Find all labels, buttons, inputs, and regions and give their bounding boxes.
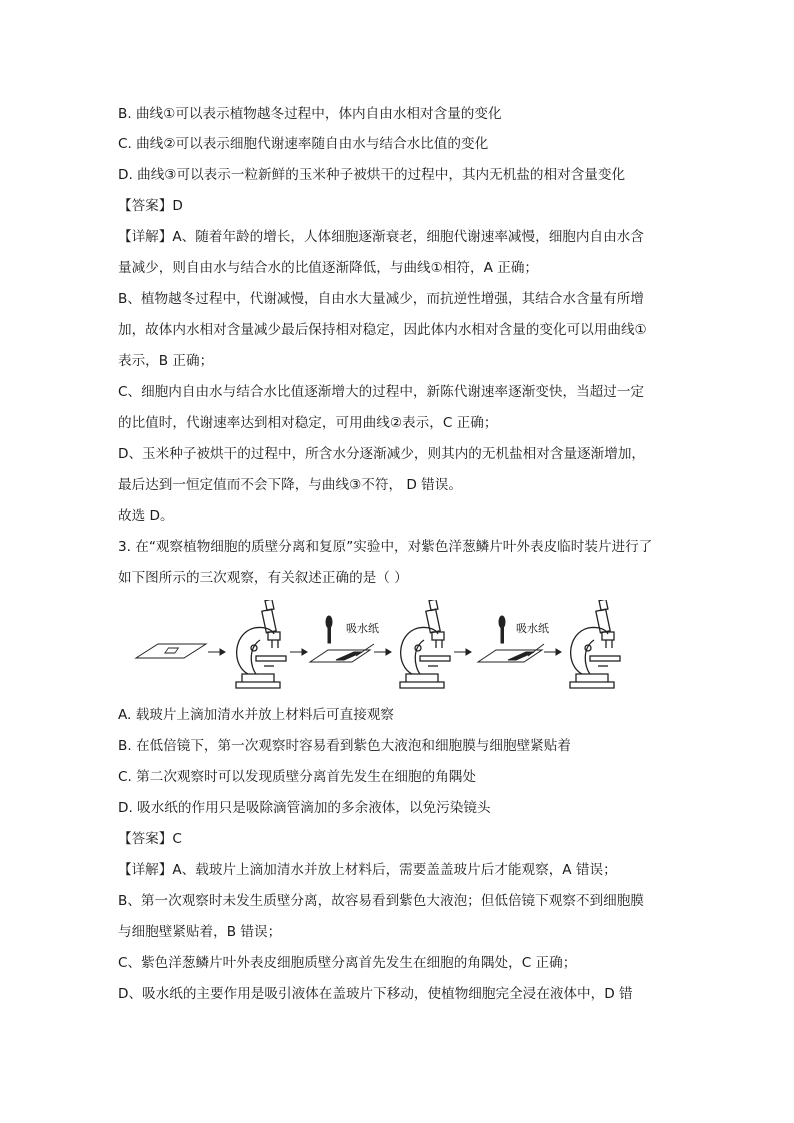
arrow-icon <box>454 649 471 655</box>
arrow-icon <box>290 649 307 655</box>
conclusion-line: 故选 D。 <box>118 508 174 524</box>
option-b-line: B. 曲线①可以表示植物越冬过程中，体内自由水相对含量的变化 <box>118 106 502 122</box>
blotting-paper-label: 吸水纸 <box>346 622 379 635</box>
option-b-line: B. 在低倍镜下，第一次观察时容易看到紫色大液泡和细胞膜与细胞壁紧贴着 <box>118 738 571 754</box>
experiment-figure <box>130 600 650 696</box>
explanation-line: C、紫色洋葱鳞片叶外表皮细胞质壁分离首先发生在细胞的角隅处，C 正确； <box>118 955 577 971</box>
explanation-line: 最后达到一恒定值而不会下降，与曲线③不符， D 错误。 <box>118 477 462 493</box>
explanation-line: D、吸水纸的主要作用是吸引液体在盖玻片下移动，使植物细胞完全浸在液体中，D 错 <box>118 986 633 1002</box>
option-c-line: C. 曲线②可以表示细胞代谢速率随自由水与结合水比值的变化 <box>118 136 489 152</box>
blotting-paper-icon <box>336 644 374 660</box>
option-d-line: D. 吸水纸的作用只是吸除滴管滴加的多余液体，以免污染镜头 <box>118 800 491 816</box>
question-3-stem: 3. 在“观察植物细胞的质壁分离和复原”实验中，对紫色洋葱鳞片叶外表皮临时装片进行了 <box>118 539 653 555</box>
explanation-line: B、第一次观察时未发生质壁分离，故容易看到紫色大液泡；但低倍镜下观察不到细胞膜 <box>118 893 644 909</box>
blotting-paper-label: 吸水纸 <box>516 622 549 635</box>
explanation-line: B、植物越冬过程中，代谢减慢，自由水大量减少，而抗逆性增强，其结合水含量有所增 <box>118 291 644 307</box>
arrow-icon <box>208 649 225 655</box>
dropper-icon <box>499 616 505 643</box>
explanation-line: C、细胞内自由水与结合水比值逐渐增大的过程中，新陈代谢速率逐渐变快，当超过一定 <box>118 384 645 400</box>
slide-icon <box>136 644 206 658</box>
explanation-line: 的比值时，代谢速率达到相对稳定，可用曲线②表示，C 正确； <box>118 415 498 431</box>
explanation-line: 【详解】A、载玻片上滴加清水并放上材料后，需要盖盖玻片后才能观察，A 错误； <box>118 862 617 878</box>
option-a-line: A. 载玻片上滴加清水并放上材料后可直接观察 <box>118 707 394 723</box>
option-c-line: C. 第二次观察时可以发现质壁分离首先发生在细胞的角隅处 <box>118 769 476 785</box>
question-3-stem: 如下图所示的三次观察，有关叙述正确的是（ ） <box>118 570 408 586</box>
microscope-icon <box>236 600 286 688</box>
explanation-line: D、玉米种子被烘干的过程中，所含水分逐渐减少，则其内的无机盐相对含量逐渐增加， <box>118 446 646 462</box>
option-d-line: D. 曲线③可以表示一粒新鲜的玉米种子被烘干的过程中，其内无机盐的相对含量变化 <box>118 167 626 183</box>
answer-line: 【答案】C <box>118 831 182 847</box>
explanation-line: 加，故体内水相对含量减少最后保持相对稳定，因此体内水相对含量的变化可以用曲线① <box>118 322 647 338</box>
explanation-line: 表示，B 正确； <box>118 353 214 369</box>
microscope-icon <box>400 600 450 688</box>
explanation-line: 与细胞壁紧贴着，B 错误； <box>118 924 282 940</box>
dropper-icon <box>326 616 332 643</box>
answer-line: 【答案】D <box>118 198 183 214</box>
explanation-line: 【详解】A、随着年龄的增长，人体细胞逐渐衰老，细胞代谢速率减慢，细胞内自由水含 <box>118 229 644 245</box>
arrow-icon <box>374 649 391 655</box>
microscope-icon <box>570 600 620 688</box>
arrow-icon <box>544 649 561 655</box>
explanation-line: 量减少，则自由水与结合水的比值逐渐降低，与曲线①相符，A 正确； <box>118 260 539 276</box>
